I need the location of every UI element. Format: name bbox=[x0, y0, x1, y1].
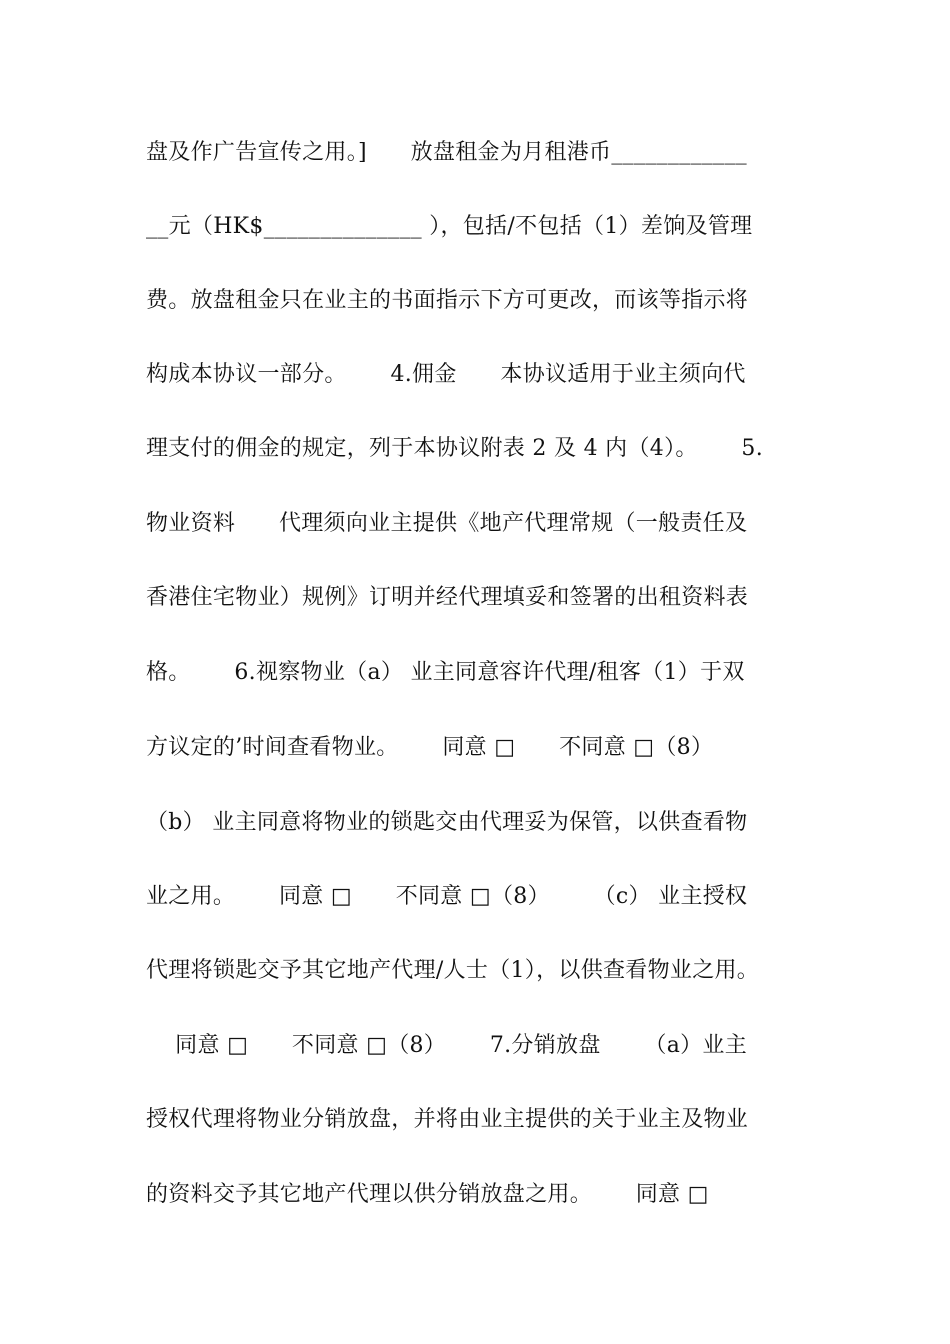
text-line-1: 盘及作广告宣传之用。] 放盘租金为月租港币____________ bbox=[146, 140, 747, 165]
text-line-14: 授权代理将物业分销放盘，并将由业主提供的关于业主及物业 bbox=[146, 1107, 749, 1132]
text-line-10: （b） 业主同意将物业的锁匙交由代理妥为保管，以供查看物 bbox=[146, 810, 748, 835]
text-line-6: 物业资料 代理须向业主提供《地产代理常规（一般责任及 bbox=[146, 511, 748, 536]
text-line-13: 同意 □ 不同意 □（8） 7.分销放盘 （a）业主 bbox=[146, 1033, 748, 1058]
text-line-7: 香港住宅物业）规例》订明并经代理填妥和签署的出租资料表 bbox=[146, 585, 749, 610]
text-line-5: 理支付的佣金的规定，列于本协议附表 2 及 4 内（4）。 5. bbox=[146, 436, 764, 461]
text-line-15: 的资料交予其它地产代理以供分销放盘之用。 同意 □ bbox=[146, 1182, 709, 1207]
text-line-8: 格。 6.视察物业（a） 业主同意容许代理/租客（1）于双 bbox=[146, 660, 745, 685]
text-line-12: 代理将锁匙交予其它地产代理/人士（1），以供查看物业之用。 bbox=[146, 958, 760, 983]
text-line-9: 方议定的’时间查看物业。 同意 □ 不同意 □（8） bbox=[146, 735, 714, 760]
text-line-3: 费。放盘租金只在业主的书面指示下方可更改，而该等指示将 bbox=[146, 288, 749, 313]
text-line-11: 业之用。 同意 □ 不同意 □（8） （c） 业主授权 bbox=[146, 884, 748, 909]
text-line-2: __元（HK$______________ ），包括/不包括（1）差饷及管理 bbox=[146, 214, 753, 239]
text-line-4: 构成本协议一部分。 4.佣金 本协议适用于业主须向代 bbox=[146, 362, 746, 387]
